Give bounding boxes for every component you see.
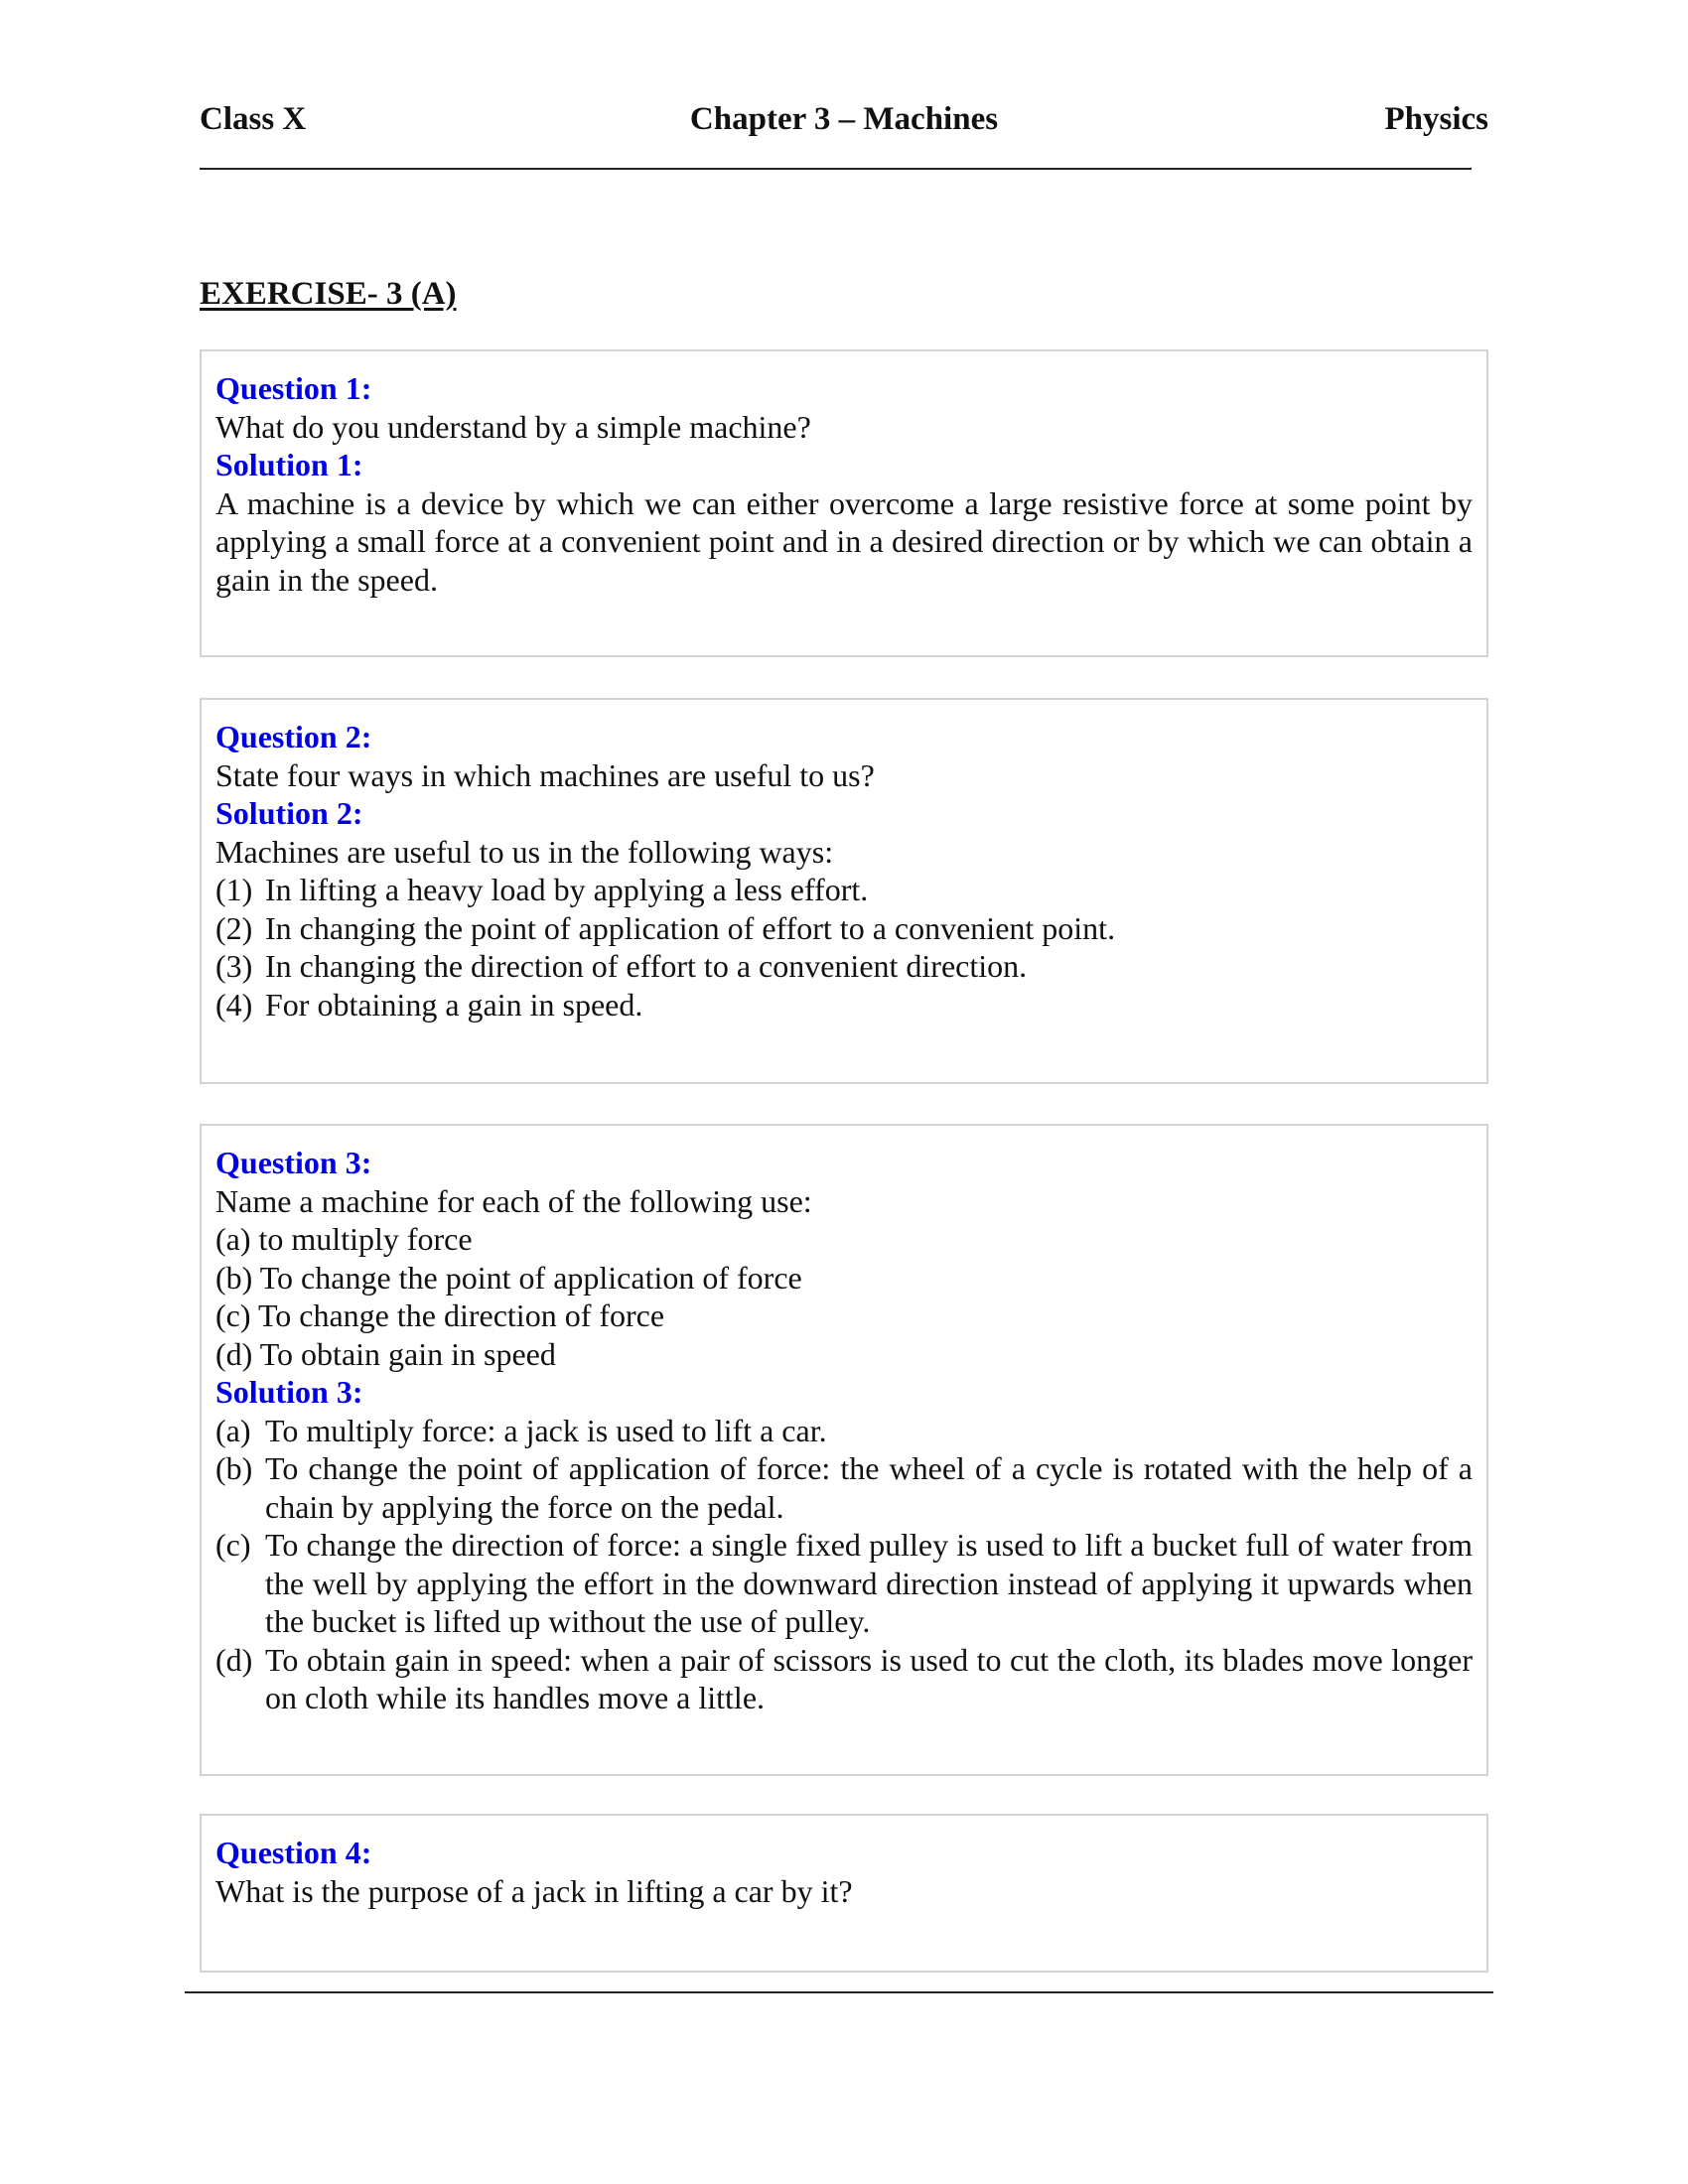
- solution-list-item: [215, 1412, 1473, 1450]
- header-divider: [200, 168, 1472, 170]
- question-box-1: [200, 349, 1488, 657]
- exercise-title: EXERCISE- 3 (A): [200, 276, 457, 312]
- list-marker: (4): [215, 986, 253, 1023]
- question-box-4: [200, 1814, 1488, 1973]
- list-text: In changing the direction of effort to a convenient direction.: [265, 948, 1028, 984]
- header-subject: Physics: [1384, 101, 1488, 137]
- question-box-3: [200, 1124, 1488, 1776]
- list-marker: (a): [215, 1412, 251, 1448]
- list-text: To change the point of application of force: the wheel of a cycle is rotated with the help of a chain by applying the force on the pedal.: [265, 1450, 1473, 1525]
- question-label: Question 4:: [215, 1835, 372, 1870]
- solution-list-item: [215, 1641, 1473, 1717]
- question-label: Question 1:: [215, 370, 372, 406]
- question-option: (d) To obtain gain in speed: [215, 1335, 556, 1372]
- solution-list-item: [215, 909, 1473, 948]
- question-box-2: [200, 698, 1488, 1084]
- list-marker: (c): [215, 1527, 251, 1563]
- footer-divider: [185, 1991, 1493, 1993]
- header-class: Class X: [200, 101, 307, 137]
- solution-list-item: [215, 986, 1473, 1024]
- solution-intro: Machines are useful to us in the following ways:: [215, 833, 834, 870]
- list-text: To multiply force: a jack is used to lift a car.: [265, 1412, 827, 1448]
- question-text: Name a machine for each of the following use:: [215, 1182, 812, 1219]
- solution-list-item: [215, 947, 1473, 986]
- list-marker: (b): [215, 1450, 253, 1486]
- question-option: (c) To change the direction of force: [215, 1297, 665, 1333]
- solution-list-item: [215, 1449, 1473, 1526]
- list-text: For obtaining a gain in speed.: [265, 986, 643, 1023]
- question-text: State four ways in which machines are useful to us?: [215, 756, 875, 793]
- question-label: Question 3:: [215, 1145, 372, 1180]
- question-option: (a) to multiply force: [215, 1221, 473, 1257]
- solution-list-item: [215, 1526, 1473, 1641]
- solution-label: Solution 3:: [215, 1374, 363, 1410]
- list-text: In lifting a heavy load by applying a less effort.: [265, 872, 869, 907]
- list-text: To change the direction of force: a single fixed pulley is used to lift a bucket full of water from the well by applying the effort in the downward direction instead of applying it upwards when the bucket is lifted up without the use of pulley.: [265, 1527, 1473, 1639]
- solution-text: A machine is a device by which we can either overcome a large resistive force at some point by applying a small force at a convenient point and in a desired direction or by which we can obtain a gain in the speed.: [215, 484, 1473, 598]
- list-marker: (3): [215, 948, 253, 984]
- solution-label: Solution 2:: [215, 795, 363, 831]
- question-label: Question 2:: [215, 719, 372, 754]
- list-marker: (1): [215, 872, 253, 907]
- question-text: What do you understand by a simple machine?: [215, 408, 811, 445]
- list-text: To obtain gain in speed: when a pair of scissors is used to cut the cloth, its blades move longer on cloth while its handles move a little.: [265, 1641, 1473, 1715]
- list-marker: (d): [215, 1641, 253, 1678]
- question-text: What is the purpose of a jack in lifting a car by it?: [215, 1872, 853, 1909]
- solution-label: Solution 1:: [215, 447, 363, 482]
- question-option: (b) To change the point of application of force: [215, 1259, 802, 1296]
- header-chapter: Chapter 3 – Machines: [689, 101, 999, 137]
- page-header: [200, 95, 1488, 143]
- solution-list-item: [215, 871, 1473, 909]
- list-text: In changing the point of application of effort to a convenient point.: [265, 909, 1116, 946]
- list-marker: (2): [215, 909, 253, 946]
